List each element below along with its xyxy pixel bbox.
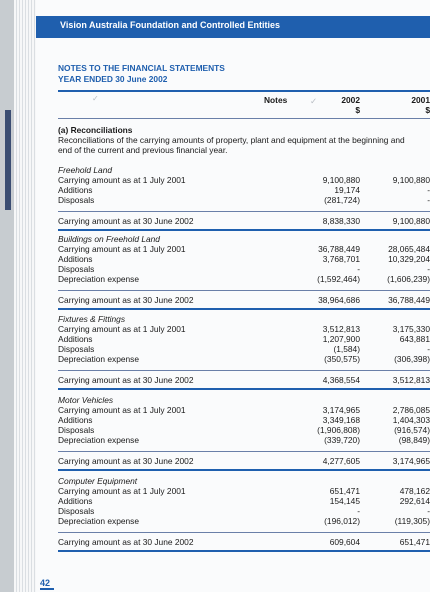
row-label: Additions — [58, 254, 93, 264]
row-label: Additions — [58, 334, 93, 344]
value-2002: 9,100,880 — [322, 175, 360, 185]
total-label: Carrying amount as at 30 June 2002 — [58, 295, 194, 305]
total-2001: 9,100,880 — [392, 216, 430, 226]
notes-title-line-2: YEAR ENDED 30 June 2002 — [58, 74, 168, 84]
value-2001: (1,606,239) — [387, 274, 430, 284]
value-2001: 3,175,330 — [392, 324, 430, 334]
value-2001: 28,065,484 — [388, 244, 430, 254]
value-2002: 3,512,813 — [322, 324, 360, 334]
value-2002: 3,174,965 — [322, 405, 360, 415]
row-label: Depreciation expense — [58, 435, 140, 445]
value-2002: 19,174 — [334, 185, 360, 195]
total-2002: 38,964,686 — [318, 295, 360, 305]
binding-strip — [5, 110, 11, 210]
reconciliation-description-line-2: end of the current and previous financial year. — [58, 145, 228, 155]
value-2002: - — [357, 506, 360, 516]
total-2001: 3,174,965 — [392, 456, 430, 466]
reconciliation-description-line-1: Reconciliations of the carrying amounts of property, plant and equipment at the beginning and — [58, 135, 405, 145]
row-label: Carrying amount as at 1 July 2001 — [58, 324, 186, 334]
page-number: 42 — [40, 578, 51, 588]
reconciliation-heading: (a) Reconciliations — [58, 125, 133, 135]
row-label: Depreciation expense — [58, 274, 140, 284]
table-top-rule — [58, 90, 430, 92]
section-total-rule — [58, 211, 430, 212]
value-2002: 154,145 — [329, 496, 360, 506]
row-label: Disposals — [58, 195, 95, 205]
row-label: Disposals — [58, 506, 95, 516]
value-2001: 292,614 — [399, 496, 430, 506]
value-2002: (1,906,808) — [317, 425, 360, 435]
total-2001: 3,512,813 — [392, 375, 430, 385]
section-bottom-rule — [58, 229, 430, 231]
value-2002: - — [357, 264, 360, 274]
row-label: Carrying amount as at 1 July 2001 — [58, 175, 186, 185]
section-total-rule — [58, 290, 430, 291]
row-label: Disposals — [58, 344, 95, 354]
column-header-notes: Notes — [264, 95, 288, 105]
page-header-bar — [36, 16, 430, 38]
notes-title-line-1: NOTES TO THE FINANCIAL STATEMENTS — [58, 63, 225, 73]
value-2001: 9,100,880 — [392, 175, 430, 185]
row-label: Additions — [58, 415, 93, 425]
value-2002: (339,720) — [324, 435, 360, 445]
total-2002: 4,368,554 — [322, 375, 360, 385]
value-2001: 2,786,085 — [392, 405, 430, 415]
value-2001: (306,398) — [394, 354, 430, 364]
value-2002: 1,207,900 — [322, 334, 360, 344]
notes-title — [58, 63, 225, 85]
value-2002: (350,575) — [324, 354, 360, 364]
page-stack-edges — [14, 0, 38, 592]
value-2002: (1,592,464) — [317, 274, 360, 284]
value-2001: 643,881 — [399, 334, 430, 344]
row-label: Depreciation expense — [58, 516, 140, 526]
section-bottom-rule — [58, 469, 430, 471]
section-title: Freehold Land — [58, 165, 113, 175]
section-total-rule — [58, 532, 430, 533]
value-2001: - — [427, 264, 430, 274]
pen-mark-icon: ✓ — [92, 94, 99, 103]
organisation-title: Vision Australia Foundation and Controlled Entities — [60, 20, 281, 30]
total-2002: 4,277,605 — [322, 456, 360, 466]
section-title: Motor Vehicles — [58, 395, 114, 405]
row-label: Disposals — [58, 425, 95, 435]
total-2001: 36,788,449 — [388, 295, 430, 305]
value-2001: (119,305) — [394, 516, 430, 526]
total-2002: 609,604 — [329, 537, 360, 547]
value-2002: (196,012) — [324, 516, 360, 526]
total-label: Carrying amount as at 30 June 2002 — [58, 375, 194, 385]
value-2002: 36,788,449 — [318, 244, 360, 254]
section-bottom-rule — [58, 388, 430, 390]
total-label: Carrying amount as at 30 June 2002 — [58, 216, 194, 226]
value-2001: 10,329,204 — [388, 254, 430, 264]
total-label: Carrying amount as at 30 June 2002 — [58, 537, 194, 547]
value-2002: 651,471 — [329, 486, 360, 496]
value-2001: - — [427, 506, 430, 516]
value-2001: 1,404,303 — [392, 415, 430, 425]
page-number-rule — [40, 588, 54, 590]
row-label: Carrying amount as at 1 July 2001 — [58, 405, 186, 415]
column-header-2002: 2002 — [341, 95, 360, 105]
header-bottom-rule — [58, 118, 430, 119]
value-2002: 3,768,701 — [322, 254, 360, 264]
total-label: Carrying amount as at 30 June 2002 — [58, 456, 194, 466]
row-label: Additions — [58, 185, 93, 195]
value-2001: - — [427, 344, 430, 354]
column-header-2001-unit: $ — [425, 105, 430, 115]
section-total-rule — [58, 451, 430, 452]
section-title: Computer Equipment — [58, 476, 138, 486]
row-label: Disposals — [58, 264, 95, 274]
section-bottom-rule — [58, 550, 430, 552]
row-label: Depreciation expense — [58, 354, 140, 364]
value-2001: - — [427, 185, 430, 195]
value-2002: 3,349,168 — [322, 415, 360, 425]
book-spine — [0, 0, 14, 592]
column-header-2002-unit: $ — [355, 105, 360, 115]
column-header-2001: 2001 — [411, 95, 430, 105]
section-title: Buildings on Freehold Land — [58, 234, 160, 244]
total-2001: 651,471 — [399, 537, 430, 547]
value-2002: (281,724) — [324, 195, 360, 205]
section-title: Fixtures & Fittings — [58, 314, 126, 324]
row-label: Carrying amount as at 1 July 2001 — [58, 244, 186, 254]
value-2002: (1,584) — [333, 344, 360, 354]
section-total-rule — [58, 370, 430, 371]
section-bottom-rule — [58, 308, 430, 310]
total-2002: 8,838,330 — [322, 216, 360, 226]
value-2001: (98,849) — [398, 435, 430, 445]
value-2001: - — [427, 195, 430, 205]
row-label: Carrying amount as at 1 July 2001 — [58, 486, 186, 496]
row-label: Additions — [58, 496, 93, 506]
tick-mark-icon: ✓ — [310, 96, 318, 106]
value-2001: (916,574) — [394, 425, 430, 435]
value-2001: 478,162 — [399, 486, 430, 496]
